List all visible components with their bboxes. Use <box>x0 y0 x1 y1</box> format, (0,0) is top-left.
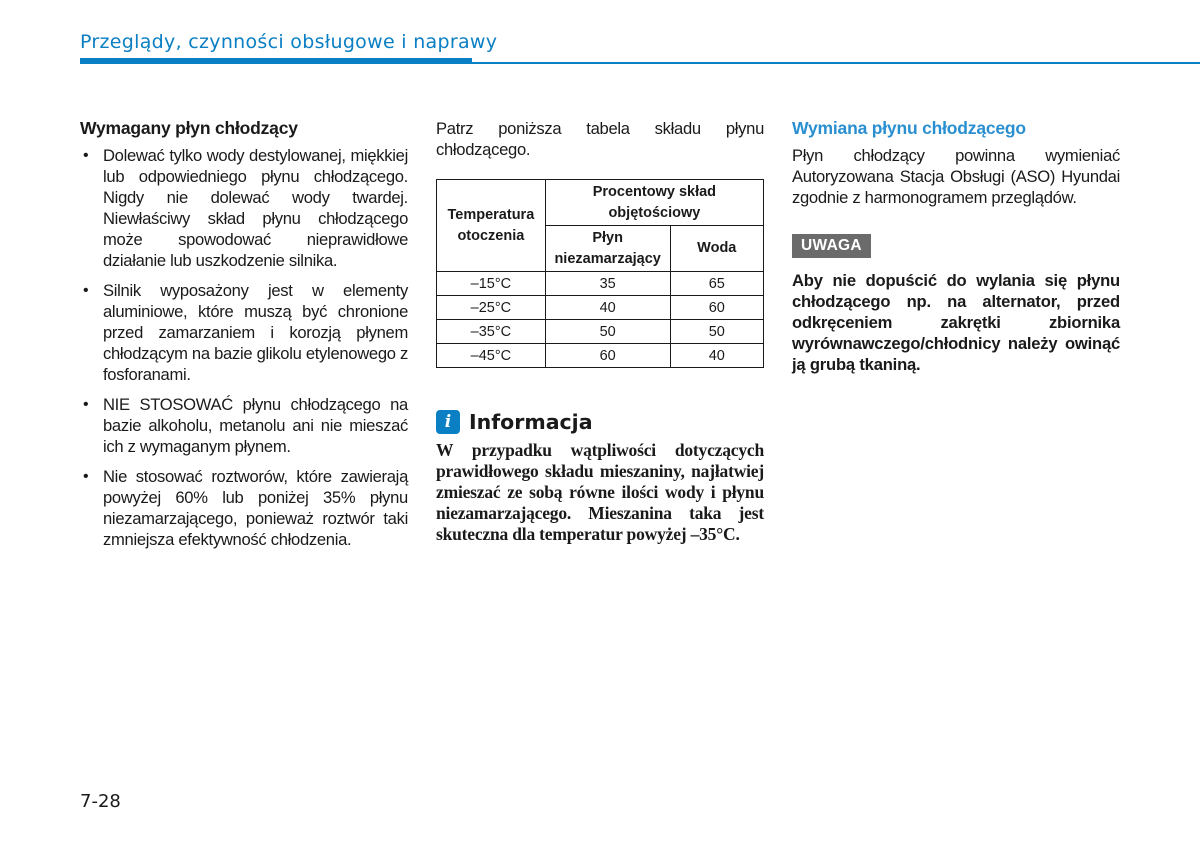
column-required-coolant <box>80 118 408 559</box>
bullet-icon: • <box>83 282 89 299</box>
list-item-text: NIE STOSOWAĆ płynu chłodzącego na bazie alkoholu, metanolu ani nie mieszać ich z wymaganym płynem. <box>103 395 408 456</box>
list-item-text: Silnik wyposażony jest w elementy aluminiowe, które muszą być chronione przed zamarzaniem i korozją płynem chłodzącym na bazie glikolu etylenowego z fosforanami. <box>103 281 409 384</box>
section-heading-required-coolant: Wymagany płyn chłodzący <box>80 118 298 138</box>
info-heading <box>436 410 764 434</box>
warning-text: Aby nie dopuścić do wylania się płynu chłodzącego np. na alternator, przed odkręceniem zakrętki zbiornika wyrównawczego/chłodnicy należy owinąć ją grubą tkaniną. <box>792 271 1120 374</box>
info-icon: i <box>436 410 460 434</box>
table-cell-water: 50 <box>670 320 763 344</box>
table-cell-water: 40 <box>670 344 763 368</box>
table-cell-water: 60 <box>670 296 763 320</box>
table-cell-temperature: –15°C <box>437 272 546 296</box>
warning-badge: UWAGA <box>792 234 871 258</box>
table-cell-water: 65 <box>670 272 763 296</box>
table-cell-temperature: –35°C <box>437 320 546 344</box>
list-item-text: Nie stosować roztworów, które zawierają powyżej 60% lub poniżej 35% płynu niezamarzającego, ponieważ roztwór taki zmniejsza efektywność chłodzenia. <box>103 467 408 549</box>
list-item <box>80 145 408 271</box>
table-cell-antifreeze: 60 <box>545 344 670 368</box>
coolant-requirements-list <box>80 145 408 550</box>
column-coolant-replacement <box>792 118 1120 375</box>
table-cell-temperature: –25°C <box>437 296 546 320</box>
table-intro-text: Patrz poniższa tabela składu płynu chłodzącego. <box>436 119 764 159</box>
table-cell-antifreeze: 35 <box>545 272 670 296</box>
header-rule <box>80 62 1200 64</box>
list-item <box>80 394 408 457</box>
bullet-icon: • <box>83 468 89 485</box>
table-row <box>437 344 764 368</box>
table-header-percentage: Procentowy skład objętościowy <box>545 180 763 226</box>
column-coolant-table <box>436 118 764 545</box>
table-cell-antifreeze: 40 <box>545 296 670 320</box>
table-header-water: Woda <box>670 226 763 272</box>
replacement-text: Płyn chłodzący powinna wymieniać Autoryzowana Stacja Obsługi (ASO) Hyundai zgodnie z harmonogramem przeglądów. <box>792 146 1120 207</box>
list-item <box>80 280 408 385</box>
table-row <box>437 296 764 320</box>
coolant-mix-table <box>436 179 764 368</box>
list-item <box>80 466 408 550</box>
info-title: Informacja <box>469 410 593 434</box>
table-cell-antifreeze: 50 <box>545 320 670 344</box>
page-number: 7-28 <box>80 791 121 812</box>
table-header-temperature: Temperatura otoczenia <box>437 180 546 272</box>
table-header-antifreeze: Płyn niezamarzający <box>545 226 670 272</box>
table-row <box>437 272 764 296</box>
page-header-title: Przeglądy, czynności obsługowe i naprawy <box>80 31 498 53</box>
list-item-text: Dolewać tylko wody destylowanej, miękkiej lub odpowiedniego płynu chłodzącego. Nigdy nie dolewać wody twardej. Niewłaściwy skład płynu chłodzącego może spowodować nieprawidłowe działanie lub uszkodzenie silnika. <box>103 146 408 270</box>
section-heading-coolant-replacement: Wymiana płynu chłodzącego <box>792 118 1026 138</box>
info-box <box>436 410 764 545</box>
table-row <box>437 320 764 344</box>
table-cell-temperature: –45°C <box>437 344 546 368</box>
bullet-icon: • <box>83 396 89 413</box>
bullet-icon: • <box>83 147 89 164</box>
info-text: W przypadku wątpliwości dotyczących prawidłowego składu mieszaniny, najłatwiej zmieszać ze sobą równe ilości wody i płynu niezamarzającego. Mieszanina taka jest skuteczna dla temperatur powyżej –35°C. <box>436 440 764 544</box>
